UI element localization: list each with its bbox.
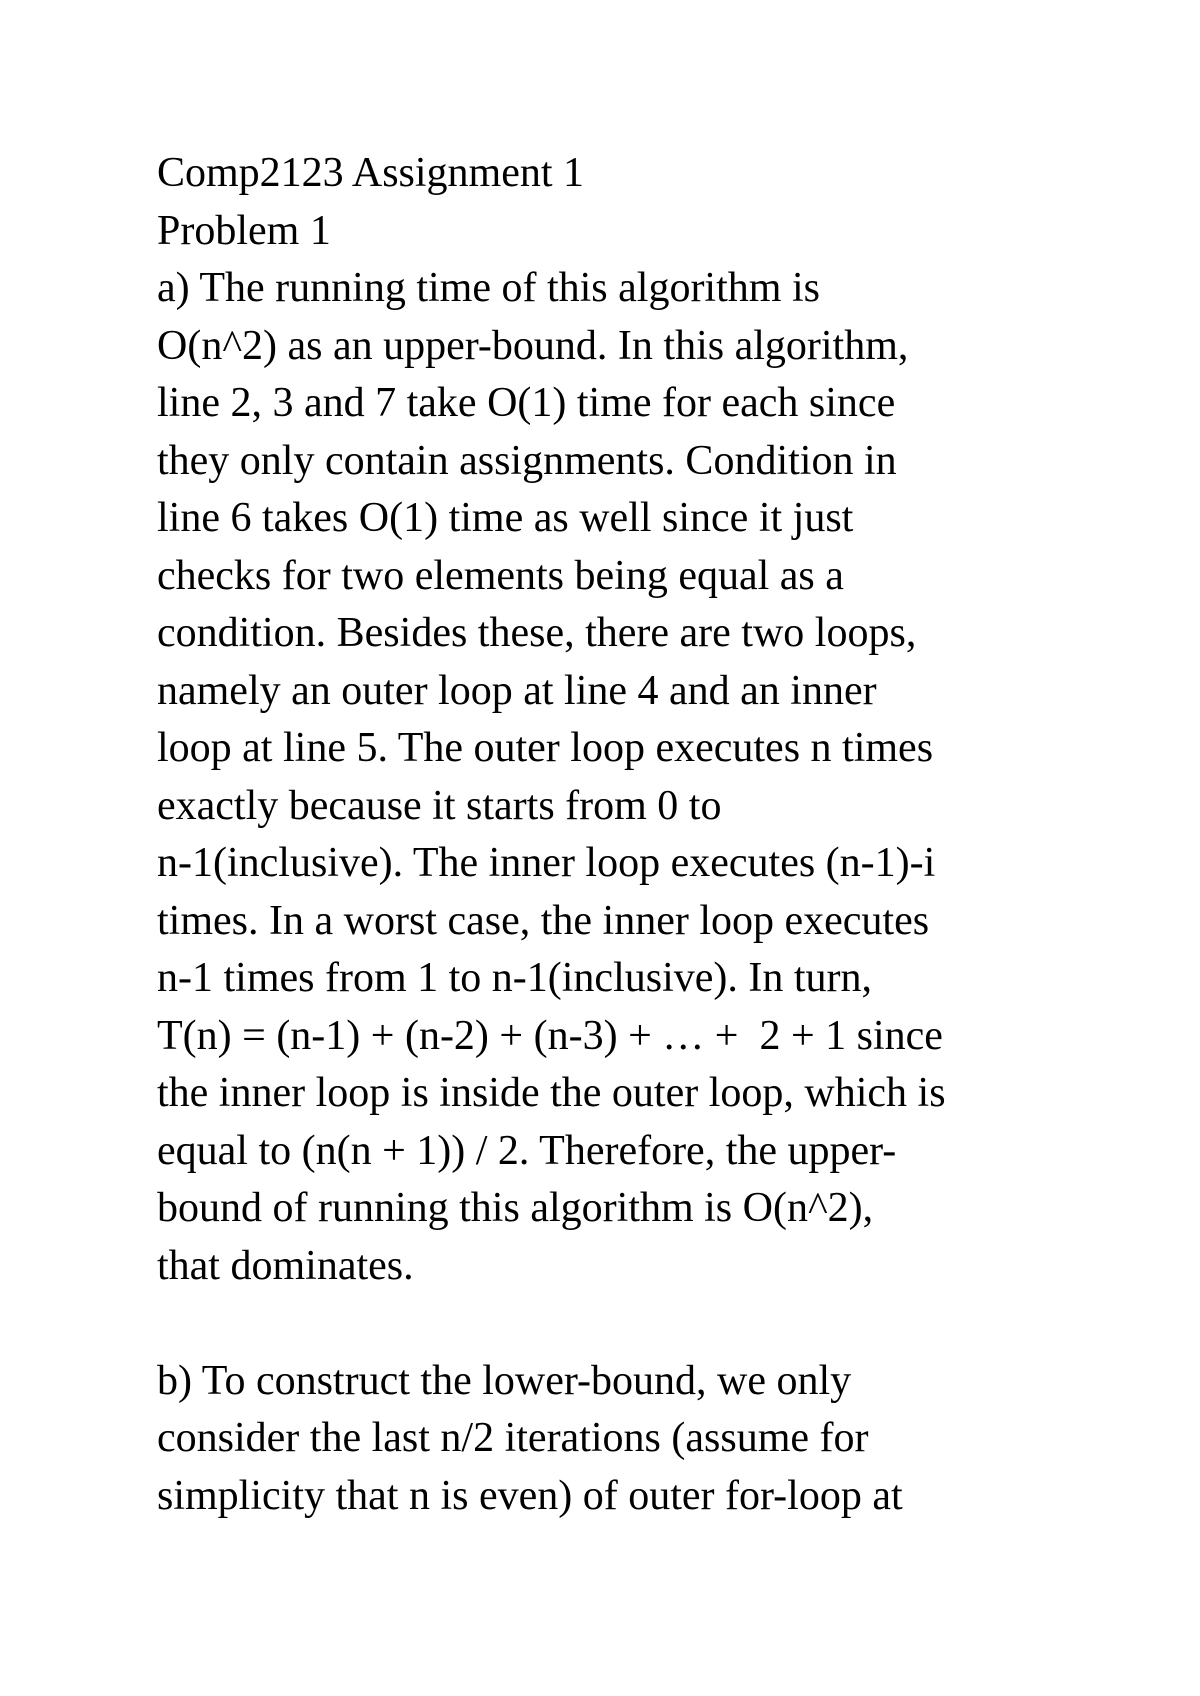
text-line: namely an outer loop at line 4 and an inner — [157, 667, 877, 714]
text-line: b) To construct the lower-bound, we only — [157, 1357, 852, 1404]
text-line: times. In a worst case, the inner loop executes — [157, 897, 930, 944]
text-line: line 6 takes O(1) time as well since it just — [157, 495, 854, 541]
text-line: the inner loop is inside the outer loop, which is — [157, 1070, 946, 1116]
text-line: condition. Besides these, there are two loops, — [157, 610, 917, 656]
paragraph-spacer — [157, 1295, 1157, 1353]
text-line: T(n) = (n-1) + (n-2) + (n-3) + … + 2 + 1 since — [157, 1012, 943, 1059]
text-line: consider the last n/2 iterations (assume for — [157, 1415, 869, 1461]
text-line: they only contain assignments. Condition in — [157, 437, 897, 484]
part-b-paragraph — [157, 1353, 1157, 1526]
text-line: equal to (n(n + 1)) / 2. Therefore, the upper- — [157, 1127, 897, 1174]
part-a-paragraph — [157, 260, 1157, 1295]
text-line: checks for two elements being equal as a — [157, 552, 844, 599]
text-line: O(n^2) as an upper-bound. In this algorithm, — [157, 322, 909, 369]
text-line: a) The running time of this algorithm is — [157, 265, 820, 311]
document-title: Comp2123 Assignment 1 — [157, 150, 585, 196]
problem-heading: Problem 1 — [157, 207, 331, 254]
text-line: line 2, 3 and 7 take O(1) time for each since — [157, 380, 896, 426]
text-line: exactly because it starts from 0 to — [157, 782, 722, 829]
document-body — [157, 145, 1157, 1525]
text-line: simplicity that n is even) of outer for-loop at — [157, 1472, 903, 1519]
text-line: bound of running this algorithm is O(n^2), — [157, 1185, 874, 1231]
text-line: n-1 times from 1 to n-1(inclusive). In turn, — [157, 955, 873, 1001]
text-line: n-1(inclusive). The inner loop executes (n-1)-i — [157, 840, 936, 886]
text-line: loop at line 5. The outer loop executes n times — [157, 725, 934, 771]
text-line: that dominates. — [157, 1242, 414, 1289]
